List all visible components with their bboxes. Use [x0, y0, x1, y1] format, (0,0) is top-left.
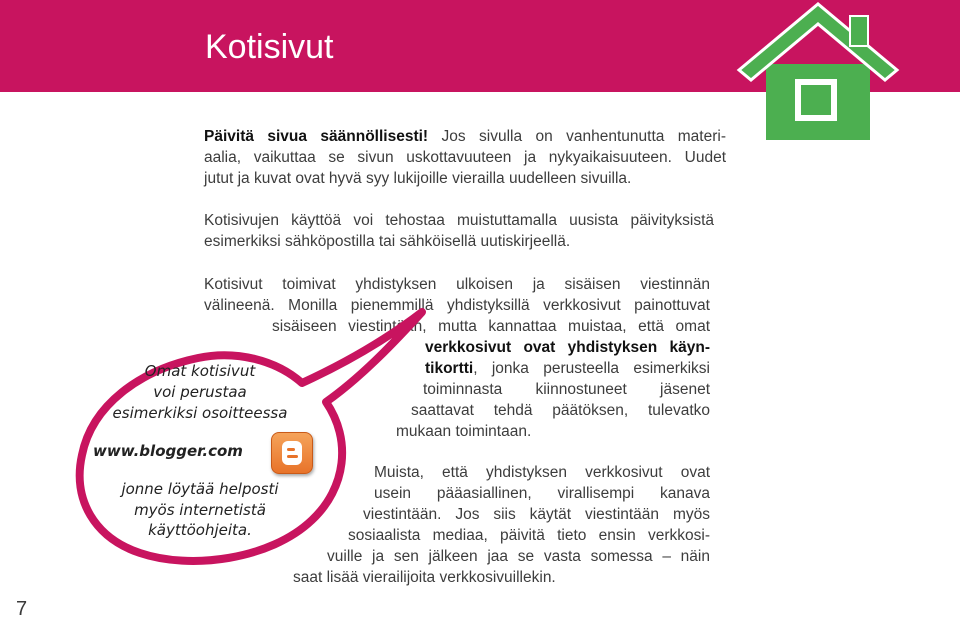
bubble-text-line: jonne löytää helposti	[121, 480, 279, 498]
text-line: viestintään. Jos siis käytät viestintään myös	[363, 506, 710, 523]
bubble-text-line: myös internetistä	[134, 501, 266, 519]
update-heading: Päivitä sivua säännöllisesti!	[204, 128, 429, 145]
text-line: jutut ja kuvat ovat hyvä syy lukijoille vierailla uudelleen sivuilla.	[204, 170, 632, 187]
text-line: sisäiseen viestintään, mutta kannattaa muistaa, että omat	[272, 318, 710, 335]
text-line: vuille ja sen jälkeen jaa se vasta somessa – näin	[327, 548, 710, 565]
blogger-link[interactable]: www.blogger.com	[93, 442, 243, 460]
bubble-text-line: käyttöohjeita.	[148, 521, 252, 539]
bubble-text-line: Omat kotisivut	[144, 362, 256, 380]
bubble-text-line: esimerkiksi osoitteessa	[112, 404, 288, 422]
page-title: Kotisivut	[205, 28, 334, 66]
business-card-highlight: verkkosivut ovat yhdistyksen käyn-	[425, 339, 710, 356]
text-line: sosiaalista mediaa, päivitä tieto ensin verkkosi-	[348, 527, 710, 544]
text-line: , jonka perusteella esimerkiksi	[473, 360, 710, 377]
text-line: välineenä. Monilla pienemmillä yhdistyksillä verkkosivut painottuvat	[204, 297, 710, 314]
text-line: mukaan toimintaan.	[396, 423, 532, 440]
bubble-text-line: voi perustaa	[153, 383, 247, 401]
text-line: saattavat tehdä päätöksen, tulevatko	[411, 402, 710, 419]
business-card-highlight-cont: tikortti	[425, 360, 474, 377]
text-line: Kotisivujen käyttöä voi tehostaa muistuttamalla uusista päivityksistä	[204, 212, 714, 229]
text-line: Kotisivut toimivat yhdistyksen ulkoisen ja sisäisen viestinnän	[204, 276, 710, 293]
page-number: 7	[16, 598, 28, 620]
text-line: usein pääasiallinen, virallisempi kanava	[374, 485, 710, 502]
text-line: Jos sivulla on vanhentunutta materi-	[428, 128, 726, 145]
text-line: saat lisää vierailijoita verkkosivuillekin.	[293, 569, 556, 586]
text-line: Muista, että yhdistyksen verkkosivut ovat	[374, 464, 710, 481]
text-line: aalia, vaikuttaa se sivun uskottavuuteen ja nykyaikaisuuteen. Uudet	[204, 149, 726, 166]
blogger-icon	[271, 432, 313, 474]
text-line: toiminnasta kiinnostuneet jäsenet	[423, 381, 710, 398]
text-line: esimerkiksi sähköpostilla tai sähköisellä uutiskirjeellä.	[204, 233, 571, 250]
